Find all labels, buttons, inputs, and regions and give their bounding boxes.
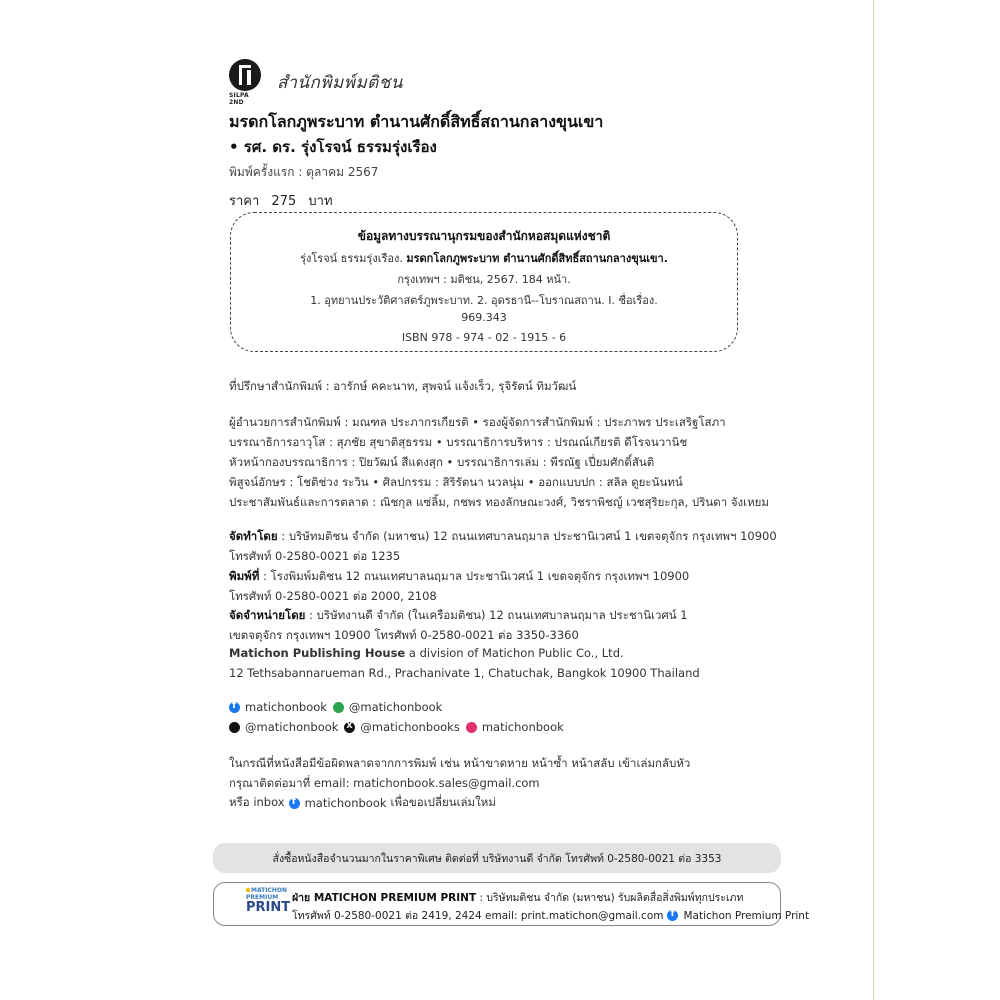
- pp-logo-line1: MATICHON: [251, 887, 288, 894]
- distributor-text: : บริษัทงานดี จำกัด (ในเครือมติชน) 12 ถนนเทศบาลนฤมาล ประชานิเวศน์ 1: [305, 608, 688, 622]
- facebook-icon: [667, 910, 678, 921]
- silpa-logo-icon: [229, 59, 263, 105]
- premium-fb[interactable]: Matichon Premium Print: [683, 909, 810, 922]
- cip-title: มรดกโลกภูพระบาท ตำนานศักดิ์สิทธิ์สถานกลางขุนเขา.: [406, 252, 668, 265]
- premium-contact: โทรศัพท์ 0-2580-0021 ต่อ 2419, 2424 email: print.matichon@gmail.com: [292, 910, 664, 922]
- producer-phone: โทรศัพท์ 0-2580-0021 ต่อ 1235: [229, 549, 401, 563]
- english-name-line: [229, 646, 624, 660]
- errata-line-2: กรุณาติดต่อมาที่ email: matichonbook.sales@gmail.com: [229, 776, 540, 790]
- premium-text: : บริษัทมติชน จำกัด (มหาชน) รับผลิตสื่อสิ่งพิมพ์ทุกประเภท: [476, 892, 744, 904]
- english-address: 12 Tethsabannarueman Rd., Prachanivate 1, Chatuchak, Bangkok 10900 Thailand: [229, 666, 700, 680]
- errata-suffix: เพื่อขอเปลี่ยนเล่มใหม่: [390, 795, 496, 809]
- staff-line: ผู้อำนวยการสำนักพิมพ์ : มณฑล ประภากรเกียรติ • รองผู้จัดการสำนักพิมพ์ : ประภาพร ประเสริฐโสภา: [229, 415, 726, 429]
- cip-heading: ข้อมูลทางบรรณานุกรมของสำนักหอสมุดแห่งชาติ: [357, 229, 611, 243]
- facebook-handle[interactable]: matichonbook: [245, 700, 327, 714]
- printer-line: [229, 568, 689, 586]
- errata-line-1: ในกรณีที่หนังสือมีข้อผิดพลาดจากการพิมพ์ เช่น หน้าขาดหาย หน้าซ้ำ หน้าสลับ เข้าเล่มกลับหัว: [229, 756, 691, 770]
- publisher-script-name: สำนักพิมพ์มติชน: [277, 72, 403, 93]
- edition-info: พิมพ์ครั้งแรก : ตุลาคม 2567: [229, 165, 379, 179]
- cip-line-4: 969.343: [461, 311, 507, 324]
- printer-text: : โรงพิมพ์มติชน 12 ถนนเทศบาลนฤมาล ประชานิเวศน์ 1 เขตจตุจักร กรุงเทพฯ 10900: [259, 569, 690, 583]
- advisors-line: ที่ปรึกษาสำนักพิมพ์ : อารักษ์ คคะนาท, สุพจน์ แจ้งเร็ว, รุจิรัตน์ ทิมวัฒน์: [229, 379, 577, 393]
- logo-label: SILPA 2ND: [229, 92, 249, 106]
- tiktok-icon: [229, 722, 240, 733]
- line-icon: [333, 702, 344, 713]
- premium-print-box: [213, 882, 810, 926]
- producer-text: : บริษัทมติชน จำกัด (มหาชน) 12 ถนนเทศบาลนฤมาล ประชานิเวศน์ 1 เขตจตุจักร กรุงเทพฯ 10900: [277, 529, 777, 543]
- pp-logo-line2: PREMIUM: [246, 894, 279, 901]
- cip-line-1: [231, 249, 737, 267]
- cip-line-5: ISBN 978 - 974 - 02 - 1915 - 6: [401, 331, 567, 344]
- cip-line-2: กรุงเทพฯ : มติชน, 2567. 184 หน้า.: [397, 273, 571, 286]
- printer-phone: โทรศัพท์ 0-2580-0021 ต่อ 2000, 2108: [229, 589, 437, 603]
- instagram-icon: [466, 722, 477, 733]
- premium-print-logo: [246, 887, 290, 921]
- book-author: • รศ. ดร. รุ่งโรจน์ ธรรมรุ่งเรือง: [229, 138, 437, 156]
- social-row-1: [229, 700, 442, 714]
- distributor-line: [229, 607, 688, 625]
- premium-label: ฝ่าย MATICHON PREMIUM PRINT: [292, 892, 477, 904]
- x-icon: [344, 722, 355, 733]
- english-suffix: a division of Matichon Public Co., Ltd.: [405, 646, 624, 660]
- distributor-label: จัดจำหน่ายโดย: [229, 608, 306, 622]
- producer-line: [229, 528, 777, 546]
- errata-line-3: [229, 794, 496, 812]
- printer-label: พิมพ์ที่: [229, 569, 260, 583]
- facebook-icon: [229, 702, 240, 713]
- social-row-2: [229, 720, 564, 734]
- cip-box: [230, 212, 738, 352]
- line-handle[interactable]: @matichonbook: [348, 700, 443, 714]
- publisher-logo: [229, 58, 403, 106]
- cip-author: รุ่งโรจน์ ธรรมรุ่งเรือง.: [300, 252, 403, 265]
- bulk-order-banner: สั่งซื้อหนังสือจำนวนมากในราคาพิเศษ ติดต่อที่ บริษัทงานดี จำกัด โทรศัพท์ 0-2580-0021 ต่อ 3353: [213, 843, 781, 873]
- staff-line: บรรณาธิการอาวุโส : สุภชัย สุขาติสุธรรม • บรรณาธิการบริหาร : ปรณณ์เกียรติ ดีโรจนวานิช: [229, 435, 688, 449]
- premium-line-2: [292, 907, 809, 924]
- staff-line: ประชาสัมพันธ์และการตลาด : ณิชกุล แซ่ลิ้ม, กชพร ทองลักษณะวงศ์, วิชราพิชญ์ เวชสุริยะกุล, ปรินดา จังเหยม: [229, 495, 770, 509]
- pp-logo-line3: PRINT: [246, 900, 291, 915]
- book-title: มรดกโลกภูพระบาท ตำนานศักดิ์สิทธิ์สถานกลางขุนเขา: [229, 112, 604, 131]
- errata-prefix: หรือ inbox: [229, 795, 285, 809]
- price-label: ราคา: [229, 194, 260, 209]
- english-name: Matichon Publishing House: [229, 646, 406, 660]
- errata-page[interactable]: matichonbook: [304, 796, 387, 810]
- staff-line: พิสูจน์อักษร : โชติช่วง ระวิน • ศิลปกรรม : สิริรัตนา นวลนุ่ม • ออกแบบปก : สลิล ดูยะนันทน์: [229, 475, 683, 489]
- x-handle[interactable]: @matichonbooks: [360, 720, 460, 734]
- distributor-line-2: เขตจตุจักร กรุงเทพฯ 10900 โทรศัพท์ 0-2580-0021 ต่อ 3350-3360: [229, 628, 579, 642]
- facebook-icon: [289, 798, 300, 809]
- page-edge-line: [873, 0, 874, 1000]
- price-value: 275: [271, 194, 297, 209]
- premium-line-1: [292, 889, 743, 906]
- tiktok-handle[interactable]: @matichonbook: [245, 720, 339, 734]
- producer-label: จัดทำโดย: [229, 529, 278, 543]
- price-line: [229, 190, 341, 211]
- price-unit: บาท: [308, 194, 333, 209]
- cip-line-3: 1. อุทยานประวัติศาสตร์ภูพระบาท. 2. อุดรธานี--โบราณสถาน. I. ชื่อเรื่อง.: [310, 294, 658, 307]
- instagram-handle[interactable]: matichonbook: [481, 720, 564, 734]
- staff-line: หัวหน้ากองบรรณาธิการ : ปิยวัฒน์ สีแดงสุก • บรรณาธิการเล่ม : พีรณัฐ เปี่ยมศักดิ์สันติ: [229, 455, 655, 469]
